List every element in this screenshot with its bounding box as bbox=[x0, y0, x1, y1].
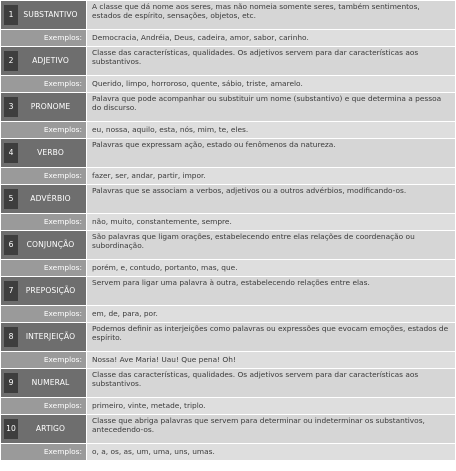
class-group-6 bbox=[1, 231, 455, 276]
examples-row bbox=[1, 122, 455, 138]
class-label-cell bbox=[1, 1, 86, 29]
definition-row bbox=[1, 231, 455, 259]
class-name: INTERJEIÇÃO bbox=[25, 332, 76, 342]
examples-row bbox=[1, 168, 455, 184]
class-group-9 bbox=[1, 369, 455, 414]
class-label-cell bbox=[1, 277, 86, 305]
class-definition: Servem para ligar uma palavra à outra, estabelecendo relações entre elas. bbox=[87, 277, 455, 305]
examples-text: fazer, ser, andar, partir, impor. bbox=[87, 168, 455, 184]
class-number: 9 bbox=[4, 373, 18, 393]
examples-text: o, a, os, as, um, uma, uns, umas. bbox=[87, 444, 455, 460]
examples-row bbox=[1, 30, 455, 46]
definition-row bbox=[1, 185, 455, 213]
examples-label: Exemplos: bbox=[1, 444, 86, 460]
class-label-cell bbox=[1, 415, 86, 443]
examples-row bbox=[1, 260, 455, 276]
class-number: 4 bbox=[4, 143, 18, 163]
examples-row bbox=[1, 352, 455, 368]
class-definition: Palavra que pode acompanhar ou substituir um nome (substantivo) e que determina a pessoa do discurso. bbox=[87, 93, 455, 121]
examples-label: Exemplos: bbox=[1, 398, 86, 414]
examples-row bbox=[1, 76, 455, 92]
examples-text: em, de, para, por. bbox=[87, 306, 455, 322]
class-number: 5 bbox=[4, 189, 18, 209]
definition-row bbox=[1, 415, 455, 443]
class-number: 7 bbox=[4, 281, 18, 301]
class-name: PRONOME bbox=[30, 102, 71, 112]
class-label-cell bbox=[1, 369, 86, 397]
class-number: 2 bbox=[4, 51, 18, 71]
class-definition: Classe que abriga palavras que servem para determinar ou indeterminar os substantivos, antecedendo-os. bbox=[87, 415, 455, 443]
class-name: VERBO bbox=[37, 148, 64, 158]
class-definition: A classe que dá nome aos seres, mas não nomeia somente seres, também sentimentos, estados de espírito, sensações, objetos, etc. bbox=[87, 1, 455, 29]
examples-row bbox=[1, 444, 455, 460]
class-group-4 bbox=[1, 139, 455, 184]
examples-text: não, muito, constantemente, sempre. bbox=[87, 214, 455, 230]
definition-row bbox=[1, 93, 455, 121]
class-name: PREPOSIÇÃO bbox=[25, 286, 76, 296]
class-label-cell bbox=[1, 323, 86, 351]
class-name: ADJETIVO bbox=[32, 56, 69, 66]
examples-label: Exemplos: bbox=[1, 30, 86, 46]
word-classes-table bbox=[1, 1, 455, 470]
class-group-3 bbox=[1, 93, 455, 138]
examples-label: Exemplos: bbox=[1, 168, 86, 184]
examples-label: Exemplos: bbox=[1, 306, 86, 322]
examples-text: porém, e, contudo, portanto, mas, que. bbox=[87, 260, 455, 276]
examples-label: Exemplos: bbox=[1, 122, 86, 138]
class-label-cell bbox=[1, 231, 86, 259]
class-label-cell bbox=[1, 139, 86, 167]
class-number: 3 bbox=[4, 97, 18, 117]
definition-row bbox=[1, 323, 455, 351]
class-definition: Classe das características, qualidades. Os adjetivos servem para dar características aos substantivos. bbox=[87, 369, 455, 397]
class-name: SUBSTANTIVO bbox=[23, 10, 78, 20]
examples-text: primeiro, vinte, metade, triplo. bbox=[87, 398, 455, 414]
examples-text: Querido, limpo, horroroso, quente, sábio, triste, amarelo. bbox=[87, 76, 455, 92]
class-label-cell bbox=[1, 47, 86, 75]
class-name: CONJUNÇÃO bbox=[26, 240, 75, 250]
examples-text: eu, nossa, aquilo, esta, nós, mim, te, eles. bbox=[87, 122, 455, 138]
class-group-8 bbox=[1, 323, 455, 368]
class-group-1 bbox=[1, 1, 455, 46]
examples-label: Exemplos: bbox=[1, 214, 86, 230]
definition-row bbox=[1, 139, 455, 167]
class-number: 6 bbox=[4, 235, 18, 255]
definition-row bbox=[1, 47, 455, 75]
examples-label: Exemplos: bbox=[1, 352, 86, 368]
definition-row bbox=[1, 369, 455, 397]
class-definition: Palavras que se associam a verbos, adjetivos ou a outros advérbios, modificando-os. bbox=[87, 185, 455, 213]
class-number: 10 bbox=[4, 419, 18, 439]
class-definition: Classe das características, qualidades. Os adjetivos servem para dar características aos substantivos. bbox=[87, 47, 455, 75]
definition-row bbox=[1, 277, 455, 305]
class-group-10 bbox=[1, 415, 455, 460]
class-number: 8 bbox=[4, 327, 18, 347]
examples-row bbox=[1, 214, 455, 230]
class-name: ARTIGO bbox=[35, 424, 66, 434]
definition-row bbox=[1, 1, 455, 29]
class-name: NUMERAL bbox=[31, 378, 70, 388]
examples-text: Nossa! Ave Maria! Uau! Que pena! Oh! bbox=[87, 352, 455, 368]
class-group-2 bbox=[1, 47, 455, 92]
examples-label: Exemplos: bbox=[1, 260, 86, 276]
examples-row bbox=[1, 398, 455, 414]
class-definition: Podemos definir as interjeições como palavras ou expressões que evocam emoções, estados de espírito. bbox=[87, 323, 455, 351]
examples-text: Democracia, Andréia, Deus, cadeira, amor, sabor, carinho. bbox=[87, 30, 455, 46]
class-number: 1 bbox=[4, 5, 18, 25]
class-label-cell bbox=[1, 185, 86, 213]
class-label-cell bbox=[1, 93, 86, 121]
class-definition: São palavras que ligam orações, estabelecendo entre elas relações de coordenação ou subordinação. bbox=[87, 231, 455, 259]
class-name: ADVÉRBIO bbox=[30, 194, 71, 204]
class-definition: Palavras que expressam ação, estado ou fenômenos da natureza. bbox=[87, 139, 455, 167]
class-group-5 bbox=[1, 185, 455, 230]
examples-label: Exemplos: bbox=[1, 76, 86, 92]
examples-row bbox=[1, 306, 455, 322]
class-group-7 bbox=[1, 277, 455, 322]
